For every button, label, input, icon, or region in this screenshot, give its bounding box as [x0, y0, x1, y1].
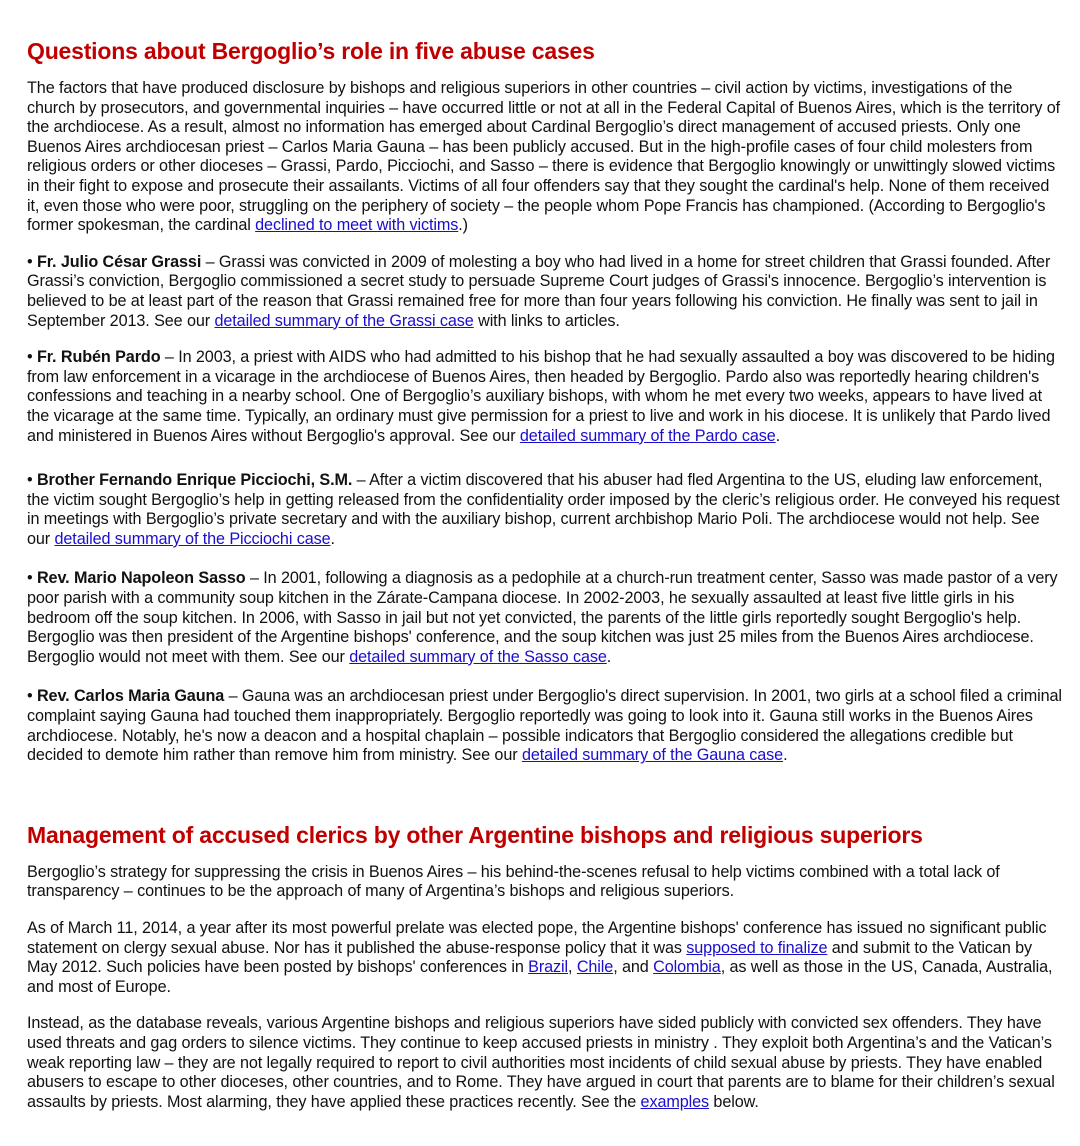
article-link[interactable]: detailed summary of the Picciochi case — [54, 529, 331, 548]
article-link[interactable]: detailed summary of the Grassi case — [214, 311, 474, 330]
text: As of March 11, 2014, a year after its most powerful prelate was elected pope, the Argentine bishops' conference has issued no significant public statement on clergy sexual abuse. Nor has it published the abuse-response policy that it was — [27, 919, 1047, 957]
paragraph — [27, 348, 1063, 446]
text: The factors that have produced disclosure by bishops and religious superiors in other countries – civil action by victims, investigations of the church by prosecutors, and governmental inquiries – have occurred little or not at all in the Federal Capital of Buenos Aires, which is the territory of the archdiocese. As a result, almost no information has emerged about Cardinal Bergoglio’s direct management of accused priests. Only one Buenos Aires archdiocesan priest – Carlos Maria Gauna – has been publicly accused. But in the high-profile cases of four child molesters from religious orders or other dioceses – Grassi, Pardo, Picciochi, and Sasso – there is evidence that Bergoglio knowingly or unwittingly slowed victims in their fight to expose and prosecute their assailants. Victims of all four offenders say that they sought the cardinal's help. None of them received it, even those who were poor, struggling on the periphery of society – the people whom Pope Francis has championed. (According to Bergoglio's former spokesman, the cardinal — [27, 79, 1061, 235]
case-name: Fr. Rubén Pardo — [36, 348, 161, 367]
case-name: Brother Fernando Enrique Picciochi, S.M. — [36, 471, 353, 490]
text: .) — [458, 216, 468, 235]
text: • — [27, 252, 37, 271]
text: – Gauna was an archdiocesan priest under Bergoglio's direct supervision. In 2001, two girls at a school filed a criminal complaint saying Gauna had touched them inappropriately. Bergoglio reportedly was going to look into it. Gauna still works in the Buenos Aires archdiocese. Notably, he's now a deacon and a hospital chaplain – possible indicators that Bergoglio considered the allegations credible but decided to demote him rather than remove him from ministry. See our — [27, 687, 1062, 765]
article-link[interactable]: Brazil — [528, 958, 569, 977]
case-name: Rev. Mario Napoleon Sasso — [36, 569, 246, 588]
text: and submit to the Vatican by May 2012. Such policies have been posted by bishops' conferences in — [27, 938, 1033, 977]
section-heading: Questions about Bergoglio’s role in five abuse cases — [27, 38, 595, 64]
text: with links to articles. — [473, 311, 620, 330]
case-name: Rev. Carlos Maria Gauna — [36, 687, 225, 706]
text: – After a victim discovered that his abuser had fled Argentina to the US, eluding law enforcement, the victim sought Bergoglio’s help in getting released from the confidentiality order imposed by the cleric’s religious order. He conveyed his request in meetings with Bergoglio’s private secretary and with the auxiliary bishop, current archbishop Mario Poli. The archdiocese would not help. See our — [27, 471, 1060, 548]
text: – In 2001, following a diagnosis as a pedophile at a church-run treatment center, Sasso was made pastor of a very poor parish with a community soup kitchen in the Zárate-Campana diocese. In 2002-2003, he sexually assaulted at least five little girls in his bedroom off the soup kitchen. In 2006, with Sasso in jail but not yet convicted, the parents of the little girls reportedly sought Bergoglio's help. Bergoglio was then president of the Argentine bishops' conference, and the soup kitchen was just 25 miles from the Buenos Aires archdiocese. Bergoglio would not meet with them. See our — [27, 569, 1058, 666]
text: , and — [613, 958, 654, 977]
text: • — [27, 687, 37, 706]
article-link[interactable]: detailed summary of the Pardo case — [519, 426, 776, 445]
text: Bergoglio’s strategy for suppressing the crisis in Buenos Aires – his behind-the-scenes refusal to help victims combined with a total lack of transparency – continues to be the approach of many of Argentina’s bishops and religious superiors. — [27, 862, 1000, 901]
paragraph — [27, 1014, 1063, 1112]
article-link[interactable]: supposed to finalize — [686, 938, 828, 957]
paragraph — [27, 471, 1063, 549]
text: . — [330, 529, 335, 548]
paragraph — [27, 253, 1063, 331]
text: . — [783, 746, 788, 765]
article — [27, 0, 1063, 1112]
article-link[interactable]: examples — [640, 1092, 710, 1111]
article-link[interactable]: Colombia — [653, 958, 721, 977]
text: – In 2003, a priest with AIDS who had admitted to his bishop that he had sexually assaulted a boy was discovered to be hiding from law enforcement in a vicarage in the archdiocese of Buenos Aires, then headed by Bergoglio. Pardo also was reportedly hearing children's confessions and teaching in a nearby school. One of Bergoglio’s auxiliary bishops, with whom he met every two weeks, appears to have lived at the vicarage at the same time. Typically, an ordinary must give permission for a priest to live and work in his diocese. It is unlikely that Pardo lived and ministered in Buenos Aires without Bergoglio's approval. See our — [27, 348, 1055, 445]
section-heading: Management of accused clerics by other Argentine bishops and religious superiors — [27, 821, 923, 848]
article-link[interactable]: Chile — [576, 958, 614, 977]
text: , as well as those in the US, Canada, Australia, and most of Europe. — [27, 958, 1053, 996]
text: • — [27, 348, 37, 367]
article-link[interactable]: detailed summary of the Sasso case — [349, 647, 607, 666]
text: , — [568, 958, 577, 977]
paragraph — [27, 79, 1063, 236]
paragraph — [27, 919, 1063, 997]
text: Instead, as the database reveals, various Argentine bishops and religious superiors have sided publicly with convicted sex offenders. They have used threats and gag orders to silence victims. They continue to keep accused priests in ministry . They exploit both Argentina’s and the Vatican’s weak reporting law – they are not legally required to report to civil authorities most incidents of child sexual abuse by priests. They have enabled abusers to escape to other dioceses, other countries, and to Rome. They have argued in court that parents are to blame for their children’s sexual assaults by priests. Most alarming, they have applied these practices recently. See the — [27, 1014, 1055, 1111]
text: – Grassi was convicted in 2009 of molesting a boy who had lived in a home for street children that Grassi founded. After Grassi’s conviction, Bergoglio commissioned a secret study to persuade Supreme Court judges of Grassi's innocence. Bergoglio’s intervention is believed to be at least part of the reason that Grassi remained free for more than four years following his conviction. He finally was sent to jail in September 2013. See our — [27, 252, 1051, 330]
paragraph — [27, 687, 1063, 765]
text: • — [27, 471, 37, 490]
text: . — [606, 647, 612, 666]
paragraph — [27, 569, 1063, 667]
text: • — [27, 569, 37, 588]
paragraph — [27, 863, 1063, 902]
article-link[interactable]: detailed summary of the Gauna case — [521, 746, 784, 765]
case-name: Fr. Julio César Grassi — [36, 252, 202, 271]
article-link[interactable]: declined to meet with victims — [255, 216, 459, 235]
text: . — [775, 426, 781, 445]
text: below. — [709, 1092, 759, 1111]
